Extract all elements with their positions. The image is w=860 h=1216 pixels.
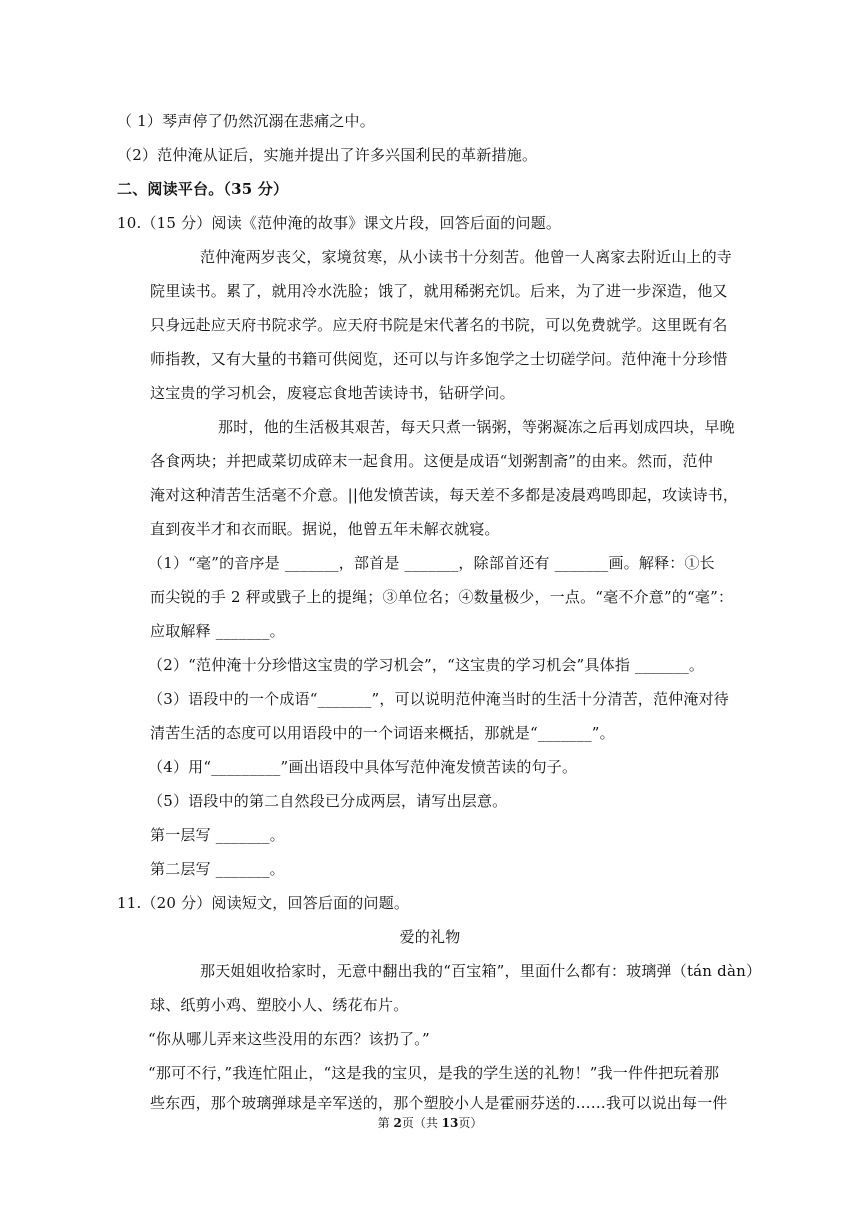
sub-question-1: （1）“毫”的音序是 _______，部首是 _______，除部首还有 _______画。解释：①长 (148, 554, 715, 572)
sub-question-5-layer-1: 第一层写 _______。 (150, 826, 285, 844)
sub-question-1-cont: 而尖锐的手 2 秤或戥子上的提绳；③单位名；④数量极少，一点。“毫不介意”的“毫”： (150, 588, 734, 606)
sub-question-4: （4）用“_________”画出语段中具体写范仲淹发愤苦读的句子。 (148, 758, 578, 776)
answer-line-1: （ 1）琴声停了仍然沉溺在悲痛之中。 (117, 112, 375, 130)
passage-p2-line: 直到夜半才和衣而眠。据说，他曾五年未解衣就寝。 (150, 520, 500, 538)
passage-p1-line: 范仲淹两岁丧父，家境贫寒，从小读书十分刻苦。他曾一人离家去附近山上的寺 (200, 248, 733, 266)
sub-question-5-layer-2: 第二层写 _______。 (150, 860, 285, 878)
question-11-heading: 11.（20 分）阅读短文，回答后面的问题。 (117, 894, 410, 912)
page-footer (0, 1114, 860, 1131)
page-number: 2 (393, 1116, 402, 1130)
passage-p1-line: 师指教，又有大量的书籍可供阅览，还可以与许多饱学之士切磋学问。范仲淹十分珍惜 (150, 350, 728, 368)
sub-question-2: （2）“范仲淹十分珍惜这宝贵的学习机会”，“这宝贵的学习机会”具体指 _______。 (148, 656, 705, 674)
section-heading: 二、阅读平台。（35 分） (117, 180, 289, 198)
footer-suffix: 页） (458, 1116, 483, 1130)
passage-p1-line: 院里读书。累了，就用冷水洗脸；饿了，就用稀粥充饥。后来，为了进一步深造，他又 (150, 282, 728, 300)
passage-p1-line: 只身远赴应天府书院求学。应天府书院是宋代著名的书院，可以免费就学。这里既有名 (150, 316, 728, 334)
story-title: 爱的礼物 (399, 928, 461, 946)
story-line: “你从哪儿弄来这些没用的东西？该扔了。” (148, 1030, 430, 1048)
sub-question-1-cont: 应取解释 _______。 (150, 622, 285, 640)
story-line: “那可不行，”我连忙阻止，“这是我的宝贝，是我的学生送的礼物！”我一件件把玩着那 (148, 1064, 720, 1082)
story-line: 那天姐姐收拾家时，无意中翻出我的“百宝箱”，里面什么都有：玻璃弹（tán dàn） (200, 962, 762, 980)
footer-middle: 页（共 (401, 1116, 442, 1130)
story-line: 球、纸剪小鸡、塑胶小人、绣花布片。 (150, 996, 409, 1014)
story-line: 些东西，那个玻璃弹球是辛军送的，那个塑胶小人是霍丽芬送的……我可以说出每一件 (150, 1094, 728, 1112)
answer-line-2: （2）范仲淹从证后，实施并提出了许多兴国利民的革新措施。 (117, 146, 538, 164)
total-pages: 13 (441, 1116, 459, 1130)
passage-p2-line: 那时，他的生活极其艰苦，每天只煮一锅粥，等粥凝冻之后再划成四块，早晚 (218, 418, 735, 436)
passage-p2-line: 各食两块；并把咸菜切成碎末一起食用。这便是成语“划粥割斋”的由来。然而，范仲 (150, 452, 713, 470)
passage-p2-line: 淹对这种清苦生活毫不介意。||他发愤苦读，每天差不多都是凌晨鸡鸣即起，攻读诗书， (150, 486, 739, 504)
sub-question-3: （3）语段中的一个成语“_______”，可以说明范仲淹当时的生活十分清苦，范仲淹对待 (148, 690, 729, 708)
passage-p1-line: 这宝贵的学习机会，废寝忘食地苦读诗书，钻研学问。 (150, 384, 515, 402)
sub-question-5: （5）语段中的第二自然段已分成两层，请写出层意。 (148, 792, 508, 810)
question-10-heading: 10.（15 分）阅读《范仲淹的故事》课文片段，回答后面的问题。 (117, 214, 562, 232)
footer-prefix: 第 (377, 1116, 394, 1130)
sub-question-3-cont: 清苦生活的态度可以用语段中的一个词语来概括，那就是“_______”。 (150, 724, 615, 742)
